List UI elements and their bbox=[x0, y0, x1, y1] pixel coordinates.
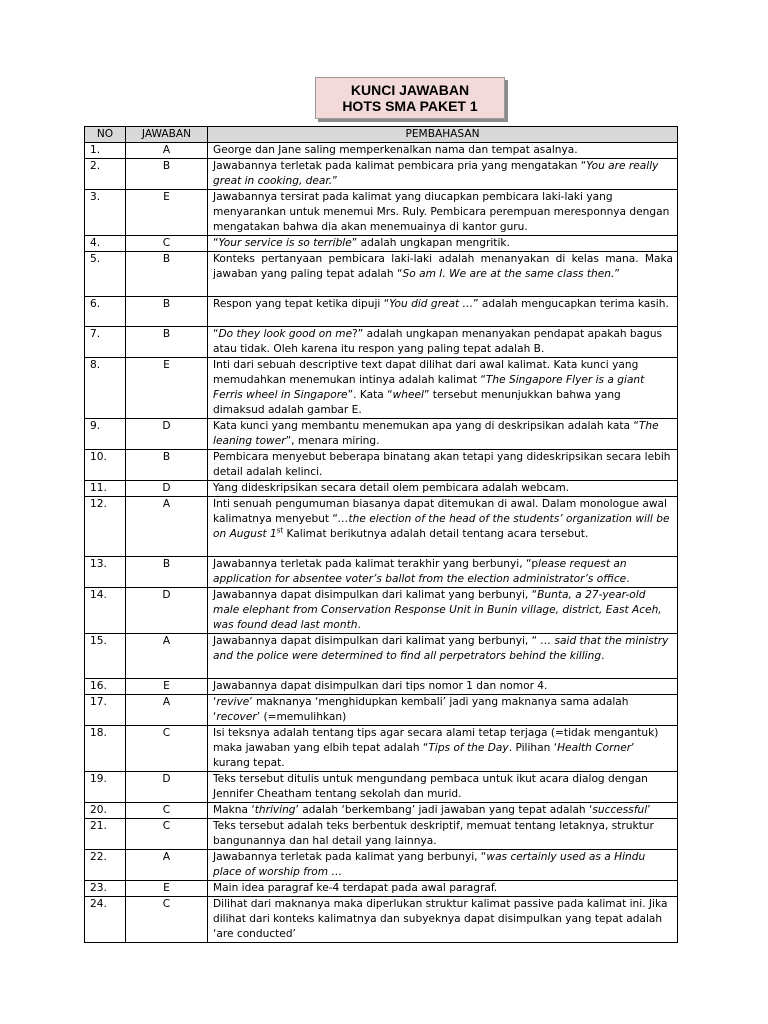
table-header-row bbox=[85, 127, 678, 143]
row-answer: E bbox=[126, 358, 208, 419]
row-explanation: Teks tersebut adalah teks berbentuk deskriptif, memuat tentang letaknya, struktur bangunannya dan hal detail yang lainnya. bbox=[208, 819, 678, 850]
row-answer: B bbox=[126, 252, 208, 297]
table-row bbox=[85, 481, 678, 497]
row-number: 5. bbox=[85, 252, 126, 297]
row-explanation: “Do they look good on me?” adalah ungkapan menanyakan pendapat apakah bagus atau tidak. Oleh karena itu respon yang paling tepat adalah B. bbox=[208, 327, 678, 358]
table-row bbox=[85, 819, 678, 850]
table-row bbox=[85, 679, 678, 695]
row-explanation: Jawabannya dapat disimpulkan dari kalimat yang berbunyi, “ … said that the ministry and the police were determined to find all perpetrators behind the killing. bbox=[208, 634, 678, 679]
row-answer: D bbox=[126, 481, 208, 497]
row-answer: D bbox=[126, 772, 208, 803]
row-number: 21. bbox=[85, 819, 126, 850]
row-answer: C bbox=[126, 819, 208, 850]
table-row bbox=[85, 143, 678, 159]
row-number: 8. bbox=[85, 358, 126, 419]
row-explanation: Konteks pertanyaan pembicara laki-laki adalah menanyakan di kelas mana. Maka jawaban yang paling tepat adalah “So am I. We are at the same class then.” bbox=[208, 252, 678, 297]
table-row bbox=[85, 252, 678, 297]
header-no: NO bbox=[85, 127, 126, 143]
row-number: 3. bbox=[85, 190, 126, 236]
table-row bbox=[85, 557, 678, 588]
title-box bbox=[315, 77, 505, 119]
row-explanation: Jawabannya terletak pada kalimat pembicara pria yang mengatakan “You are really great in cooking, dear.” bbox=[208, 159, 678, 190]
row-number: 16. bbox=[85, 679, 126, 695]
row-answer: C bbox=[126, 236, 208, 252]
row-number: 22. bbox=[85, 850, 126, 881]
header-jawaban: JAWABAN bbox=[126, 127, 208, 143]
table-row bbox=[85, 695, 678, 726]
row-answer: E bbox=[126, 190, 208, 236]
row-number: 19. bbox=[85, 772, 126, 803]
row-explanation: Jawabannya dapat disimpulkan dari tips nomor 1 dan nomor 4. bbox=[208, 679, 678, 695]
table-row bbox=[85, 850, 678, 881]
table-row bbox=[85, 897, 678, 943]
row-explanation: Jawabannya tersirat pada kalimat yang diucapkan pembicara laki-laki yang menyarankan untuk menemui Mrs. Ruly. Pembicara perempuan meresponnya dengan mengatakan bahwa dia akan menemuainya di kantor guru. bbox=[208, 190, 678, 236]
row-number: 9. bbox=[85, 419, 126, 450]
row-explanation: Jawabannya terletak pada kalimat terakhir yang berbunyi, “please request an application for absentee voter’s ballot from the election administrator’s office. bbox=[208, 557, 678, 588]
row-answer: A bbox=[126, 634, 208, 679]
row-number: 11. bbox=[85, 481, 126, 497]
table-body bbox=[85, 143, 678, 943]
table-row bbox=[85, 881, 678, 897]
table-row bbox=[85, 634, 678, 679]
row-number: 4. bbox=[85, 236, 126, 252]
row-number: 24. bbox=[85, 897, 126, 943]
row-explanation: Jawabannya terletak pada kalimat yang berbunyi, “was certainly used as a Hindu place of worship from … bbox=[208, 850, 678, 881]
row-explanation: Main idea paragraf ke-4 terdapat pada awal paragraf. bbox=[208, 881, 678, 897]
row-answer: B bbox=[126, 159, 208, 190]
row-explanation: ‘revive’ maknanya ‘menghidupkan kembali’ jadi yang maknanya sama adalah ‘recover’ (=memulihkan) bbox=[208, 695, 678, 726]
row-explanation: Inti senuah pengumuman biasanya dapat ditemukan di awal. Dalam monologue awal kalimatnya menyebut “…the election of the head of the students’ organization will be on August 1st Kalimat berikutnya adalah detail tentang acara tersebut. bbox=[208, 497, 678, 557]
row-explanation: Dilihat dari maknanya maka diperlukan struktur kalimat passive pada kalimat ini. Jika dilihat dari konteks kalimatnya dan subyeknya dapat disimpulkan yang tepat adalah ‘are conducted’ bbox=[208, 897, 678, 943]
row-answer: C bbox=[126, 897, 208, 943]
row-explanation: “Your service is so terrible” adalah ungkapan mengritik. bbox=[208, 236, 678, 252]
row-explanation: Yang dideskripsikan secara detail olem pembicara adalah webcam. bbox=[208, 481, 678, 497]
row-answer: A bbox=[126, 695, 208, 726]
row-number: 1. bbox=[85, 143, 126, 159]
row-number: 2. bbox=[85, 159, 126, 190]
row-answer: B bbox=[126, 297, 208, 327]
row-answer: B bbox=[126, 557, 208, 588]
row-answer: E bbox=[126, 881, 208, 897]
row-answer: A bbox=[126, 497, 208, 557]
row-explanation: Isi teksnya adalah tentang tips agar secara alami tetap terjaga (=tidak mengantuk) maka jawaban yang elbih tepat adalah “Tips of the Day. Pilihan ‘Health Corner’ kurang tepat. bbox=[208, 726, 678, 772]
title-line-2: HOTS SMA PAKET 1 bbox=[342, 98, 478, 114]
table-row bbox=[85, 358, 678, 419]
table-row bbox=[85, 497, 678, 557]
table-row bbox=[85, 419, 678, 450]
row-answer: A bbox=[126, 143, 208, 159]
row-number: 18. bbox=[85, 726, 126, 772]
row-answer: C bbox=[126, 803, 208, 819]
row-answer: A bbox=[126, 850, 208, 881]
table-row bbox=[85, 726, 678, 772]
row-explanation: Jawabannya dapat disimpulkan dari kalimat yang berbunyi, “Bunta, a 27-year-old male elephant from Conservation Response Unit in Bunin village, district, East Aceh, was found dead last month. bbox=[208, 588, 678, 634]
row-number: 13. bbox=[85, 557, 126, 588]
row-answer: B bbox=[126, 450, 208, 481]
row-number: 17. bbox=[85, 695, 126, 726]
title-line-1: KUNCI JAWABAN bbox=[350, 82, 470, 98]
table-row bbox=[85, 236, 678, 252]
row-answer: B bbox=[126, 327, 208, 358]
row-explanation: Respon yang tepat ketika dipuji “You did great …” adalah mengucapkan terima kasih. bbox=[208, 297, 678, 327]
row-answer: C bbox=[126, 726, 208, 772]
row-number: 7. bbox=[85, 327, 126, 358]
table-row bbox=[85, 190, 678, 236]
row-explanation: George dan Jane saling memperkenalkan nama dan tempat asalnya. bbox=[208, 143, 678, 159]
row-explanation: Kata kunci yang membantu menemukan apa yang di deskripsikan adalah kata “The leaning tower”, menara miring. bbox=[208, 419, 678, 450]
row-explanation: Makna ‘thriving’ adalah ‘berkembang’ jadi jawaban yang tepat adalah ‘successful’ bbox=[208, 803, 678, 819]
table-row bbox=[85, 450, 678, 481]
row-explanation: Pembicara menyebut beberapa binatang akan tetapi yang dideskripsikan secara lebih detail adalah kelinci. bbox=[208, 450, 678, 481]
table-row bbox=[85, 159, 678, 190]
row-answer: E bbox=[126, 679, 208, 695]
row-number: 14. bbox=[85, 588, 126, 634]
row-answer: D bbox=[126, 419, 208, 450]
row-number: 15. bbox=[85, 634, 126, 679]
row-number: 10. bbox=[85, 450, 126, 481]
table-row bbox=[85, 297, 678, 327]
table-row bbox=[85, 327, 678, 358]
table-row bbox=[85, 588, 678, 634]
header-pembahasan: PEMBAHASAN bbox=[208, 127, 678, 143]
table-row bbox=[85, 803, 678, 819]
row-answer: D bbox=[126, 588, 208, 634]
row-explanation: Teks tersebut ditulis untuk mengundang pembaca untuk ikut acara dialog dengan Jennifer Cheatham tentang sekolah dan murid. bbox=[208, 772, 678, 803]
row-number: 6. bbox=[85, 297, 126, 327]
row-number: 23. bbox=[85, 881, 126, 897]
row-number: 12. bbox=[85, 497, 126, 557]
row-explanation: Inti dari sebuah descriptive text dapat dilihat dari awal kalimat. Kata kunci yang memudahkan menemukan intinya adalah kalimat “The Singapore Flyer is a giant Ferris wheel in Singapore”. Kata “wheel” tersebut menunjukkan bahwa yang dimaksud adalah gambar E. bbox=[208, 358, 678, 419]
table-row bbox=[85, 772, 678, 803]
answer-key-table bbox=[84, 126, 678, 943]
row-number: 20. bbox=[85, 803, 126, 819]
